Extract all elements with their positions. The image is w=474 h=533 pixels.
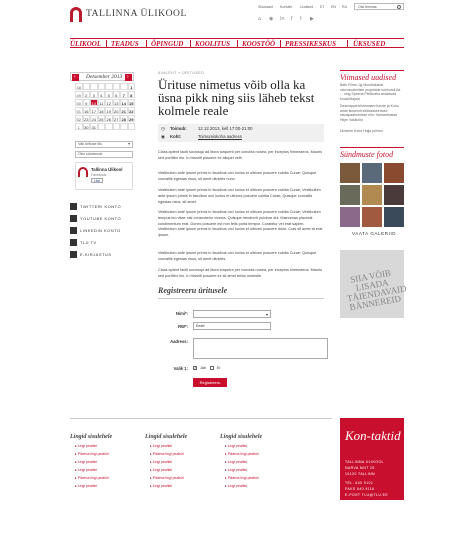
calendar-day bbox=[120, 123, 128, 130]
calendar-week-number: 50 bbox=[76, 101, 81, 106]
calendar-day[interactable]: 22 bbox=[129, 109, 134, 114]
contact-line[interactable]: FAKS 640 9116 bbox=[345, 487, 375, 491]
calendar-day[interactable]: 26 bbox=[106, 117, 111, 122]
calendar-day[interactable]: 8 bbox=[128, 91, 136, 98]
social-link-linkedin[interactable]: LINKEDIN KONTO bbox=[80, 228, 121, 233]
main-navigation bbox=[70, 38, 404, 48]
calendar-day[interactable]: 5 bbox=[105, 91, 113, 98]
footer-column-title: Lingid sisulehele bbox=[220, 434, 263, 440]
calendar-week-number: 49 bbox=[76, 93, 81, 98]
calendar-day[interactable]: 13 bbox=[114, 101, 119, 106]
footer-column-title: Lingid sisulehele bbox=[70, 434, 113, 440]
contact-line: 10120 TALLINN bbox=[345, 472, 375, 476]
footer-link[interactable]: ▸ Lingi pealkiri bbox=[75, 468, 97, 472]
email-label: RW*: bbox=[178, 324, 188, 329]
social-link-youtube[interactable]: YOUTUBE KONTO bbox=[80, 216, 122, 221]
article-paragraph: Vestibulum ante ipsum primis in faucibus orci luctus et ultrices posuere cubilia Curae; Vestibulum ante ipsum primis in faucibus orci luctus et ultrices posuere cubilia Curae; Quisque convallis egestas risus, sit amet. bbox=[158, 188, 321, 204]
gallery-link[interactable]: VAATA GALERIID bbox=[352, 231, 397, 236]
logo-text[interactable]: TALLINNA ÜLIKOOL bbox=[86, 9, 187, 19]
calendar-day[interactable]: 21 bbox=[121, 109, 126, 114]
article-paragraph: Class aptent taciti sociosqu ad litora torquent per conubia nostra, per inceptos himenaeos. Mauris sed porttitor leo. In blandit posuere ex aliquet velit. bbox=[158, 150, 322, 160]
calendar-day[interactable]: 12 bbox=[106, 101, 111, 106]
news-item[interactable]: Dictarire Koha Hujja pöhiroi bbox=[340, 129, 383, 133]
event-photo-thumb[interactable] bbox=[384, 185, 404, 205]
footer-link[interactable]: ▸ Pikema lingi pealkiri bbox=[75, 452, 109, 456]
event-photo-thumb[interactable] bbox=[340, 207, 360, 227]
footer-divider bbox=[70, 418, 332, 419]
nav-divider bbox=[280, 40, 281, 47]
nav-item-koolitus[interactable]: KOOLITUS bbox=[195, 40, 231, 48]
calendar-day[interactable]: 15 bbox=[129, 101, 134, 106]
nav-divider bbox=[237, 40, 238, 47]
calendar-header bbox=[70, 72, 134, 81]
calendar-day[interactable]: 31 bbox=[91, 125, 96, 130]
calendar-day[interactable]: 6 bbox=[113, 91, 121, 98]
footer-link[interactable]: ▸ Lingi pealkiri bbox=[225, 444, 247, 448]
event-where-link[interactable]: Toimumiskoha aadress bbox=[198, 134, 242, 139]
footer-link[interactable]: ▸ Lingi pealkiri bbox=[225, 468, 247, 472]
name-label: Nimi*: bbox=[175, 311, 188, 316]
calendar-day[interactable]: 17 bbox=[91, 109, 96, 114]
choice-yes-label: Jah bbox=[200, 366, 207, 370]
calendar-day bbox=[113, 83, 121, 90]
calendar-day[interactable]: 2 bbox=[83, 91, 91, 98]
calendar-week-number: 52 bbox=[76, 117, 81, 122]
twitter-icon[interactable] bbox=[70, 203, 77, 210]
linkedin-icon[interactable] bbox=[70, 227, 77, 234]
search-events-label: Otsi sündmust bbox=[78, 152, 103, 156]
calendar-prev-button[interactable] bbox=[72, 74, 79, 81]
event-photo-thumb[interactable] bbox=[384, 163, 404, 183]
calendar-day[interactable]: 30 bbox=[84, 125, 89, 130]
news-title: Viimased uudised bbox=[340, 73, 397, 82]
facebook-page-sub: Facebook bbox=[91, 173, 107, 177]
calendar-day bbox=[98, 123, 106, 130]
event-when-label: Toimub: bbox=[170, 126, 187, 131]
social-link-tlu-tv[interactable]: TLÜ TV bbox=[80, 240, 97, 245]
event-photo-thumb[interactable] bbox=[362, 207, 382, 227]
twitter-icon[interactable]: t bbox=[300, 16, 302, 22]
article-paragraph: Vestibulum ante ipsum primis in faucibus orci luctus et ultrices posuere cubilia Curae; Vestibulum tempus leo vitae nisi consectetur viverra. Quisque hendrerit pulvinar dui. Maecenas placerat condimentum erat. Donec posuere est non felis porta tempor. Curabitur vel erat sapien. Vestibulum ante ipsum primis in faucibus orci luctus et ultrices posuere dolor. Cras sit amet at erat ipsum. bbox=[158, 210, 323, 238]
facebook-page-avatar bbox=[78, 167, 88, 177]
calendar-day bbox=[105, 123, 113, 130]
banner-text: SIIA VÕIB LISADA TÄIENDAVAID BÄNNEREID bbox=[346, 267, 408, 313]
nav-item-uksused[interactable]: ÜKSUSED bbox=[353, 40, 386, 48]
email-field-value: Eesti bbox=[196, 324, 205, 328]
contact-line: NARVA MNT 25 bbox=[345, 466, 375, 470]
event-photo-thumb[interactable] bbox=[384, 207, 404, 227]
footer-link[interactable]: ▸ Lingi pealkiri bbox=[150, 460, 172, 464]
rss-icon[interactable]: ◉ bbox=[269, 16, 274, 22]
choice-yes-checkbox[interactable]: ✓ bbox=[194, 366, 197, 370]
nav-divider bbox=[347, 40, 348, 47]
calendar-day[interactable]: 23 bbox=[84, 117, 89, 122]
news-item[interactable]: Bath Films: üg Mondlakarist rahvusvaheliste projektide konkursil Aa ... ning Speeria Plekkraha astutavad koosöötajaid bbox=[340, 83, 401, 101]
university-logo[interactable] bbox=[70, 7, 82, 22]
breadcrumb[interactable]: AVALEHT » ÜRITUSED bbox=[158, 71, 205, 75]
footer-link[interactable]: ▸ Pikema lingi pealkiri bbox=[225, 452, 259, 456]
address-label: Aadress: bbox=[170, 339, 188, 344]
home-icon[interactable]: ⌂ bbox=[258, 16, 262, 22]
calendar-day bbox=[83, 83, 91, 90]
article-paragraph: Vestibulum ante ipsum primis in faucibus orci luctus et ultrices posuere cubilia Curae; Quisque convallis egestas risus, sit amet ultricies nunc. bbox=[158, 171, 317, 181]
chevron-down-icon: ▾ bbox=[265, 312, 268, 317]
divider bbox=[340, 70, 404, 71]
event-photo-thumb[interactable] bbox=[362, 163, 382, 183]
calendar-day[interactable]: 25 bbox=[99, 117, 104, 122]
calendar-day bbox=[120, 83, 128, 90]
footer-link[interactable]: ▸ Pikema lingi pealkiri bbox=[150, 452, 184, 456]
calendar-day[interactable]: 7 bbox=[120, 91, 128, 98]
calendar-day bbox=[128, 123, 136, 130]
chevron-right-icon: › bbox=[127, 74, 129, 80]
footer-link[interactable]: ▸ Lingi pealkiri bbox=[150, 444, 172, 448]
contact-email-link[interactable]: E-POST TLU@TLU.EE bbox=[345, 493, 389, 497]
divider bbox=[340, 147, 404, 148]
choice-no-checkbox[interactable] bbox=[210, 366, 214, 370]
footer-link[interactable]: ▸ Lingi pealkiri bbox=[225, 460, 247, 464]
event-when-value: 12.12.2013, kell 17:00-21:00 bbox=[198, 126, 253, 131]
calendar-day[interactable]: 11 bbox=[99, 101, 104, 106]
event-photo-thumb[interactable] bbox=[362, 185, 382, 205]
nav-item-ulikool[interactable]: ÜLIKOOL bbox=[70, 40, 102, 48]
nav-divider bbox=[146, 40, 147, 47]
event-calendar bbox=[70, 72, 134, 81]
register-button[interactable]: Registreeru bbox=[193, 378, 227, 387]
search-events-field[interactable] bbox=[75, 151, 133, 158]
footer-link[interactable]: ▸ Lingi pealkiri bbox=[225, 484, 247, 488]
calendar-week-number: 1 bbox=[75, 123, 83, 130]
location-icon: ◉ bbox=[161, 134, 165, 139]
youtube-icon[interactable]: ▶ bbox=[310, 16, 314, 22]
nav-item-koostoo[interactable]: KOOSTÖÖ bbox=[242, 40, 276, 48]
contact-title-text: Kon-taktid bbox=[345, 428, 401, 443]
footer-link[interactable]: ▸ Lingi pealkiri bbox=[150, 468, 172, 472]
nav-item-opingud[interactable]: ÕPINGUD bbox=[151, 40, 184, 48]
calendar-day[interactable]: 3 bbox=[90, 91, 98, 98]
choice-no-label: Ei bbox=[217, 366, 221, 370]
calendar-day[interactable]: 28 bbox=[121, 117, 126, 122]
nav-divider bbox=[190, 40, 191, 47]
footer-link[interactable]: ▸ Lingi pealkiri bbox=[75, 460, 97, 464]
calendar-day[interactable]: 24 bbox=[91, 117, 96, 122]
calendar-day[interactable]: 9 bbox=[83, 99, 91, 106]
contact-line: TEL. 640 9101 bbox=[345, 481, 374, 485]
event-photo-thumb[interactable] bbox=[340, 185, 360, 205]
tv-icon[interactable] bbox=[70, 239, 77, 246]
divider bbox=[158, 298, 324, 299]
address-textarea[interactable] bbox=[193, 338, 328, 359]
article-paragraph: Class aptent taciti sociosqu ad litora torquent per conubia nostra, per inceptos himenaeos. Mauris sed porttitor leo. In blandit posuere ex sit amet tellus molestie. bbox=[158, 268, 322, 278]
calendar-day[interactable]: 14 bbox=[121, 101, 126, 106]
nav-item-pressikeskus[interactable]: PRESSIKESKUS bbox=[285, 40, 336, 48]
nav-item-teadus[interactable]: TEADUS bbox=[111, 40, 139, 48]
contact-line: TALLINNA ÜLIKOOL bbox=[345, 460, 384, 464]
calendar-day bbox=[90, 83, 98, 90]
email-field[interactable] bbox=[193, 322, 271, 330]
banner-placeholder[interactable] bbox=[340, 250, 408, 318]
search-input[interactable] bbox=[354, 3, 404, 10]
calendar-day[interactable]: 4 bbox=[98, 91, 106, 98]
chevron-left-icon: ‹ bbox=[74, 74, 76, 80]
search-placeholder: Otsi teemas bbox=[358, 5, 377, 9]
calendar-day[interactable]: 27 bbox=[114, 117, 119, 122]
social-link-twitter[interactable]: TWITTERI KONTO bbox=[80, 204, 122, 209]
calendar-day[interactable]: 20 bbox=[114, 109, 119, 114]
registration-title: Registreeru üritusele bbox=[158, 286, 228, 295]
clock-icon: ◷ bbox=[161, 126, 165, 131]
contact-box bbox=[340, 418, 404, 500]
calendar-day[interactable]: 10 bbox=[91, 101, 96, 106]
nav-divider bbox=[106, 40, 107, 47]
article-paragraph: Vestibulum ante ipsum primis in faucibus orci luctus et ultrices posuere cubilia Curae; Quisque convallis egestas risus, sit amet ultricies. bbox=[158, 251, 317, 261]
calendar-day[interactable]: 16 bbox=[84, 109, 89, 114]
choice-label: Valik 1: bbox=[173, 366, 188, 371]
lang-en[interactable]: EN bbox=[331, 5, 336, 9]
social-link-e-publishing[interactable]: E-KIRJASTUS bbox=[80, 252, 112, 257]
footer-link[interactable]: ▸ Pikema lingi pealkiri bbox=[225, 476, 259, 480]
event-type-select[interactable] bbox=[75, 141, 133, 148]
search-icon[interactable] bbox=[397, 5, 401, 9]
linkedin-icon[interactable]: in bbox=[280, 16, 285, 22]
calendar-day[interactable]: 19 bbox=[106, 109, 111, 114]
footer-link[interactable]: ▸ Lingi pealkiri bbox=[75, 484, 97, 488]
calendar-day[interactable]: 1 bbox=[128, 83, 136, 90]
calendar-next-button[interactable] bbox=[125, 74, 132, 81]
calendar-day[interactable]: 29 bbox=[129, 117, 134, 122]
contact-title bbox=[345, 430, 401, 442]
youtube-icon[interactable] bbox=[70, 215, 77, 222]
event-type-select-label: Vali ürituse liik bbox=[78, 142, 102, 146]
calendar-day bbox=[105, 83, 113, 90]
calendar-week-number: 48 bbox=[76, 85, 81, 90]
event-where-label: Koht: bbox=[170, 134, 182, 139]
footer-link[interactable]: ▸ Lingi pealkiri bbox=[75, 444, 97, 448]
lang-et[interactable]: ET bbox=[320, 5, 325, 9]
calendar-week-number: 51 bbox=[76, 109, 81, 114]
facebook-like-label: Like bbox=[94, 179, 101, 183]
event-photo-thumb[interactable] bbox=[340, 163, 360, 183]
facebook-like-button[interactable] bbox=[91, 178, 103, 183]
calendar-day bbox=[113, 123, 121, 130]
event-info-box bbox=[158, 124, 324, 142]
news-item[interactable]: Desmapplehöviewaam fuezte ja Kuhu ande kinkendi kööbaaseerivad otsuspaahemisse ellu: Hamaniivataa Hilpe Vakikoist bbox=[340, 104, 399, 122]
facebook-widget bbox=[75, 162, 133, 190]
top-link-sitemap[interactable]: Sisukaart bbox=[258, 5, 273, 9]
top-link-contact[interactable]: Kontakt bbox=[280, 5, 293, 9]
footer-link[interactable]: ▸ Pikema lingi pealkiri bbox=[75, 476, 109, 480]
name-select[interactable] bbox=[193, 310, 271, 318]
calendar-day bbox=[98, 83, 106, 90]
photos-title: Sündmuste fotod bbox=[340, 150, 394, 159]
top-link-news[interactable]: Uudised bbox=[300, 5, 314, 9]
footer-link[interactable]: ▸ Lingi pealkiri bbox=[150, 484, 172, 488]
calendar-month-label: Detsember 2013 bbox=[86, 74, 123, 80]
page-title: Ürituse nimetus võib olla ka üsna pikk ning siis läheb tekst kolmele reale bbox=[158, 77, 315, 118]
facebook-icon[interactable]: f bbox=[291, 16, 293, 22]
facebook-page-name[interactable]: Tallinna Ülikool bbox=[91, 167, 123, 172]
calendar-day[interactable]: 18 bbox=[99, 109, 104, 114]
footer-link[interactable]: ▸ Pikema lingi pealkiri bbox=[150, 476, 184, 480]
lang-ru[interactable]: RU bbox=[342, 5, 348, 9]
book-icon[interactable] bbox=[70, 251, 77, 258]
footer-column-title: Lingid sisulehele bbox=[145, 434, 188, 440]
chevron-down-icon: ▾ bbox=[128, 142, 130, 146]
